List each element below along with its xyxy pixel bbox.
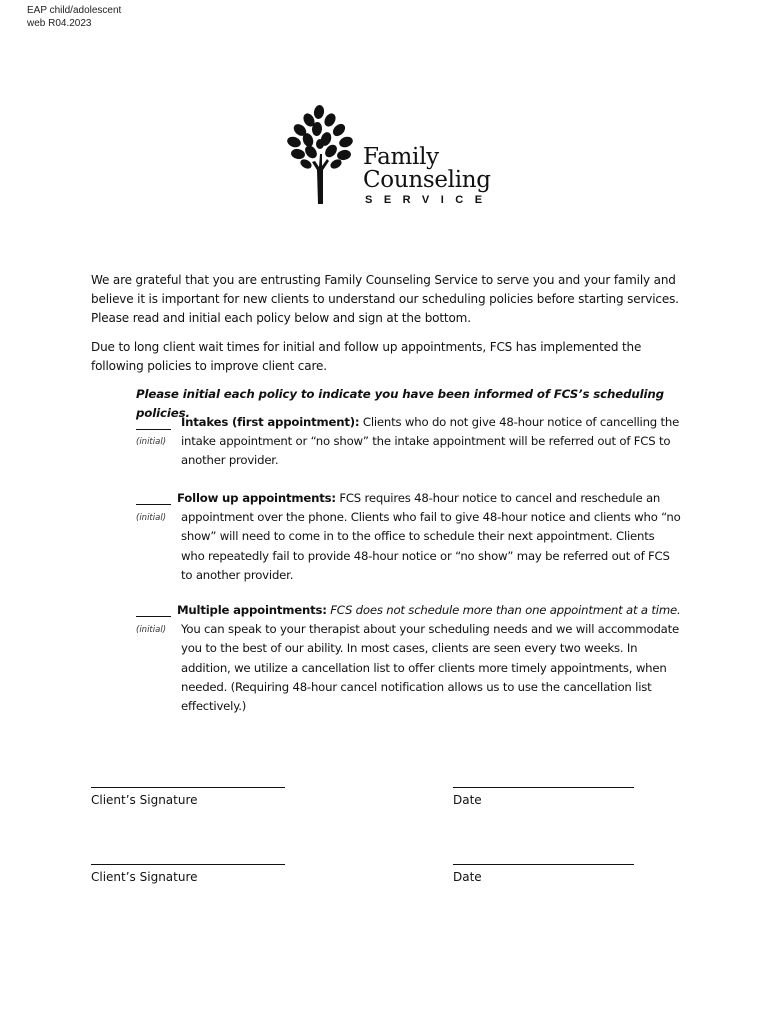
client-signature-label: Client’s Signature: [91, 870, 198, 884]
policy-title: Intakes (first appointment):: [181, 415, 360, 429]
policy-intakes: [181, 413, 681, 471]
date-line[interactable]: [453, 787, 634, 788]
client-signature-line[interactable]: [91, 864, 285, 865]
fcs-logo: [284, 104, 494, 208]
initial-label: (initial): [136, 625, 167, 635]
policy-text: FCS requires 48-hour notice to cancel and reschedule an appointment over the phone. Clients who fail to give 48-hour notice and clients who “no show” will need to come in to the office to schedule their next appointment. Clients who repeatedly fail to provide 48-hour notice or “no show” may be referred out of FCS to another provider.: [181, 491, 681, 582]
initial-field-intakes[interactable]: [136, 429, 171, 430]
logo-word-counseling: Counseling: [363, 167, 491, 193]
policy-title: Follow up appointments:: [177, 491, 336, 505]
policy-follow-up: [177, 489, 681, 585]
initial-field-follow-up[interactable]: [136, 504, 171, 505]
policy-title: Multiple appointments:: [177, 603, 327, 617]
initial-label: (initial): [136, 437, 167, 447]
initial-label: (initial): [136, 513, 167, 523]
date-line[interactable]: [453, 864, 634, 865]
logo-word-service: SERVICE: [365, 194, 494, 206]
client-signature-label: Client’s Signature: [91, 793, 198, 807]
initial-field-multiple[interactable]: [136, 616, 171, 617]
policy-italic-text: FCS does not schedule more than one appointment at a time.: [330, 603, 681, 617]
policy-text: Clients who do not give 48-hour notice of cancelling the intake appointment or “no show” the intake appointment will be referred out of FCS to another provider.: [181, 415, 680, 468]
client-signature-line[interactable]: [91, 787, 285, 788]
tree-icon: [284, 104, 364, 208]
date-label: Date: [453, 870, 482, 884]
policy-reason-paragraph: Due to long client wait times for initial and follow up appointments, FCS has implemented the following policies to improve client care.: [91, 340, 642, 373]
date-label: Date: [453, 793, 482, 807]
form-code: EAP child/adolescent: [27, 5, 122, 16]
policy-multiple-appointments: [177, 601, 681, 716]
form-revision: web R04.2023: [27, 17, 92, 29]
logo-word-family: Family: [363, 144, 439, 170]
policy-text: You can speak to your therapist about your scheduling needs and we will accommodate you to the best of our ability. In most cases, clients are seen every two weeks. In addition, we utilize a cancellation list to offer clients more timely appointments, when needed. (Requiring 48-hour cancel notification allows us to use the cancellation list effectively.): [181, 622, 679, 714]
initial-instruction: Please initial each policy to indicate you have been informed of FCS’s scheduling policies.: [136, 387, 664, 420]
form-version-header: [27, 5, 121, 30]
intro-paragraph: We are grateful that you are entrusting Family Counseling Service to serve you and your family and believe it is important for new clients to understand our scheduling policies before starting services. Please read and initial each policy below and sign at the bottom.: [91, 273, 679, 325]
